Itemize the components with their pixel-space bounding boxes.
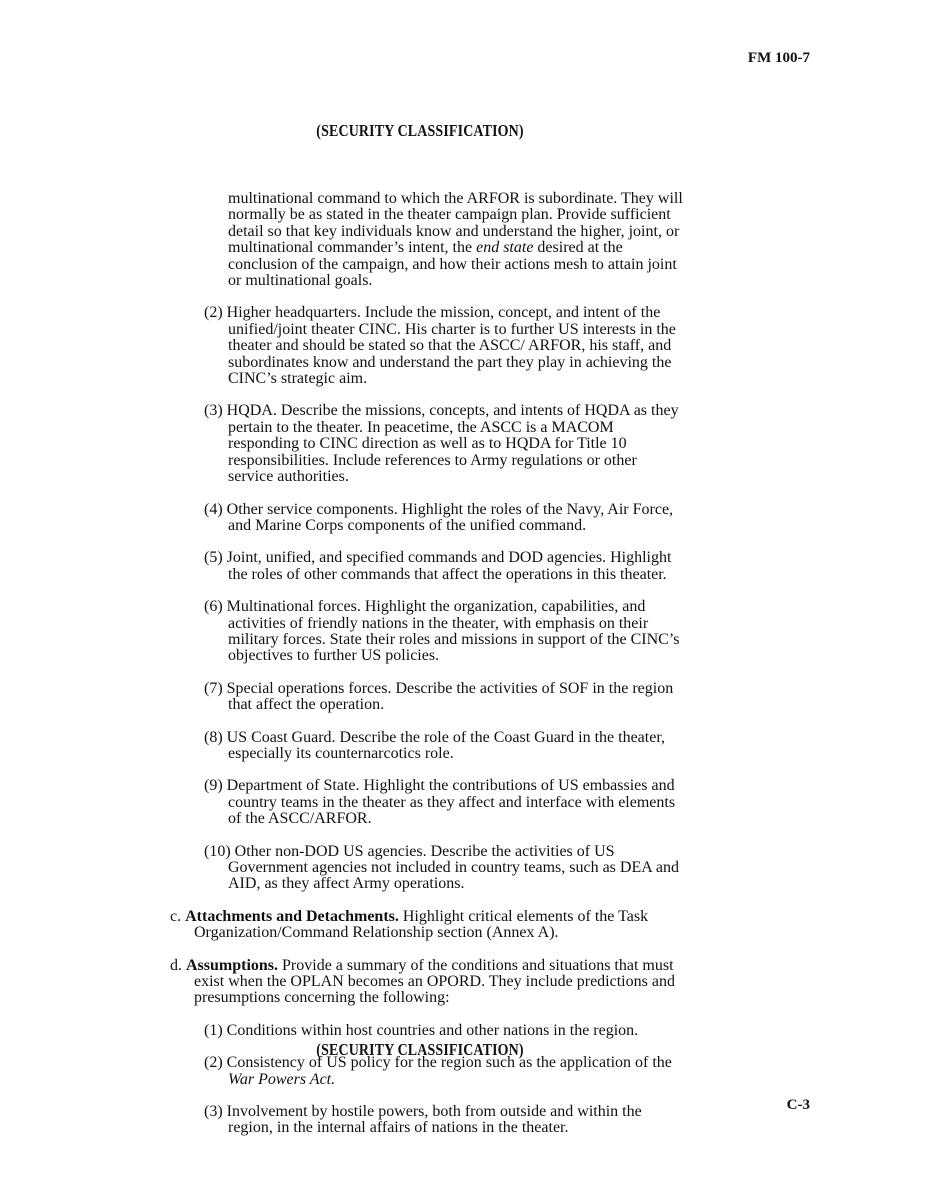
- item-number: (4): [204, 500, 223, 518]
- assumption-item: [170, 1023, 685, 1039]
- continuation-paragraph: [170, 191, 685, 289]
- list-item: [170, 844, 685, 893]
- item-text: Other non-DOD US agencies. Describe the activities of US Government agencies not included in country teams, such as DEA and AID, as they affect Army operations.: [228, 842, 679, 893]
- security-classification-top: (SECURITY CLASSIFICATION): [316, 121, 524, 140]
- item-number: (1): [204, 1021, 223, 1039]
- item-number: (2): [204, 304, 223, 322]
- list-item: [170, 502, 685, 535]
- item-text: US Coast Guard. Describe the role of the Coast Guard in the theater, especially its counternarcotics role.: [226, 728, 665, 762]
- item-text: Multinational forces. Highlight the organization, capabilities, and activities of friendly nations in the theater, with emphasis on their military forces. State their roles and missions in support of the CINC’s objectives to further US policies.: [226, 598, 680, 665]
- item-text: Involvement by hostile powers, both from outside and within the region, in the internal affairs of nations in the theater.: [226, 1103, 642, 1137]
- security-classification-bottom: (SECURITY CLASSIFICATION): [316, 1040, 524, 1059]
- document-code: FM 100-7: [747, 50, 810, 66]
- item-text: Consistency of US policy for the region such as the application of the: [226, 1054, 672, 1072]
- item-text: Department of State. Highlight the contributions of US embassies and country teams in the theater as they affect and interface with elements of the ASCC/ARFOR.: [226, 777, 676, 828]
- continuation-text: multinational command to which the ARFOR is subordinate. They will normally be as stated in the theater campaign plan. Provide sufficient detail so that key individuals know and understand the higher, joint, or multinational commander’s intent, the: [228, 190, 683, 257]
- continuation-text-end: desired at the conclusion of the campaign, and how their actions mesh to attain joint or multinational goals.: [228, 239, 677, 290]
- item-number: (6): [204, 598, 223, 616]
- item-number: (3): [204, 1103, 223, 1121]
- item-number: (2): [204, 1054, 223, 1072]
- page-number: C-3: [786, 1097, 810, 1113]
- list-item: [170, 730, 685, 763]
- list-item: [170, 681, 685, 714]
- item-text: Special operations forces. Describe the activities of SOF in the region that affect the operation.: [226, 679, 674, 714]
- section-letter: c.: [170, 907, 182, 925]
- list-item: [170, 305, 685, 387]
- section-c-paragraph: [170, 909, 685, 942]
- section-letter: d.: [170, 956, 182, 974]
- item-number: (10): [204, 842, 231, 860]
- item-text: Other service components. Highlight the roles of the Navy, Air Force, and Marine Corps components of the unified command.: [226, 500, 674, 534]
- item-text: Conditions within host countries and other nations in the region.: [226, 1021, 639, 1039]
- list-item: [170, 599, 685, 665]
- end-state-term: end state: [476, 239, 534, 257]
- list-item: [170, 403, 685, 485]
- war-powers-act-title: War Powers Act.: [228, 1070, 336, 1088]
- document-body: [170, 175, 685, 1143]
- section-d-paragraph: [170, 958, 685, 1007]
- section-heading: Attachments and Detachments.: [185, 907, 399, 925]
- section-heading: Assumptions.: [186, 956, 279, 974]
- item-text: Joint, unified, and specified commands and DOD agencies. Highlight the roles of other commands that affect the operations in this theater.: [226, 549, 672, 583]
- list-item: [170, 778, 685, 827]
- item-number: (9): [204, 777, 223, 795]
- item-number: (7): [204, 679, 223, 697]
- section-text: Provide a summary of the conditions and situations that must exist when the OPLAN becomes an OPORD. They include predictions and presumptions concerning the following:: [194, 956, 675, 1007]
- item-number: (3): [204, 402, 223, 420]
- section-text: Highlight critical elements of the Task Organization/Command Relationship section (Annex A).: [194, 907, 649, 942]
- item-number: (5): [204, 549, 223, 567]
- assumption-item: [170, 1104, 685, 1137]
- item-number: (8): [204, 728, 223, 746]
- item-text: HQDA. Describe the missions, concepts, and intents of HQDA as they pertain to the theater. In peacetime, the ASCC is a MACOM responding to CINC direction as well as to HQDA for Title 10 responsibilities. Include references to Army regulations or other service authorities.: [226, 402, 679, 486]
- assumption-item: [170, 1055, 685, 1088]
- list-item: [170, 550, 685, 583]
- item-text: Higher headquarters. Include the mission, concept, and intent of the unified/joint theater CINC. His charter is to further US interests in the theater and should be stated so that the ASCC/ ARFOR, his staff, and subordinates know and understand the part they play in achieving the CINC’s strategic aim.: [226, 304, 676, 388]
